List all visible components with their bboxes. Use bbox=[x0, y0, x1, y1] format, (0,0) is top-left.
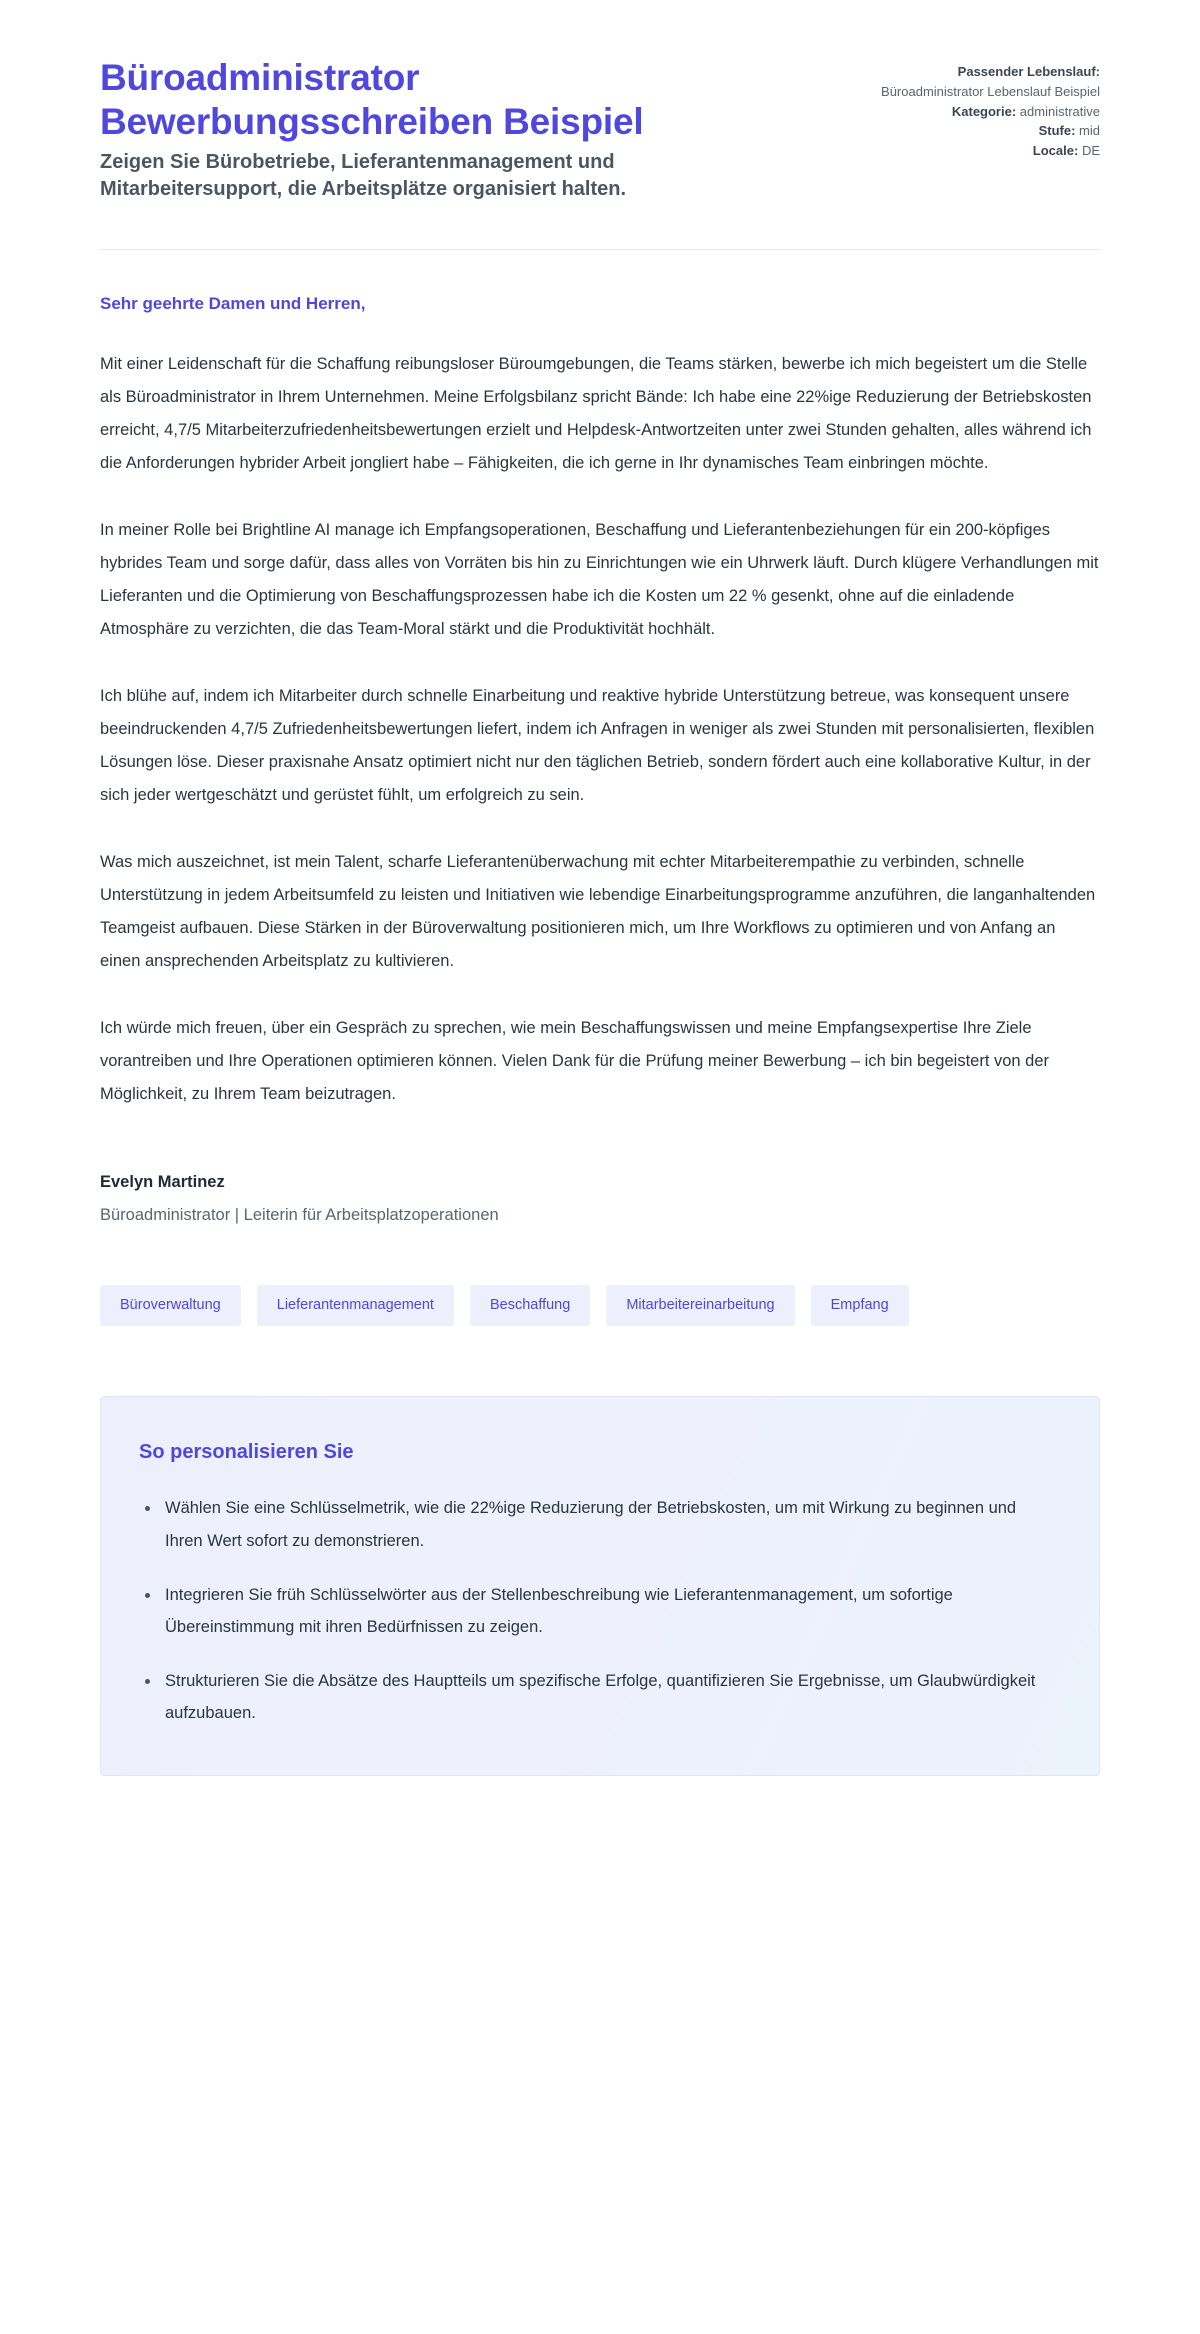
meta-locale-label: Locale: bbox=[1032, 143, 1079, 158]
signature-role: Büroadministrator | Leiterin für Arbeitsplatzoperationen bbox=[100, 1205, 499, 1224]
meta-locale-value: DE bbox=[1081, 143, 1100, 158]
meta-level-value: mid bbox=[1079, 123, 1100, 139]
tag-chip[interactable]: Lieferantenmanagement bbox=[257, 1285, 454, 1327]
page-title: Büroadministrator Bewerbungsschreiben Beispiel bbox=[100, 57, 644, 142]
meta-locale bbox=[870, 141, 1100, 161]
meta-matching-resume-value-row bbox=[870, 82, 1100, 102]
tips-list-item: Strukturieren Sie die Absätze des Hauptteils um spezifische Erfolge, quantifizieren Sie Ergebnisse, um Glaubwürdigkeit aufzubauen. bbox=[139, 1665, 1049, 1729]
letter-paragraph: Ich blühe auf, indem ich Mitarbeiter durch schnelle Einarbeitung und reaktive hybride Unterstützung betreue, was konsequent unsere beeindruckenden 4,7/5 Zufriedenheitsbewertungen liefert, indem ich Anfragen in weniger als zwei Stunden mit personalisierten, flexiblen Lösungen löse. Dieser praxisnahe Ansatz optimiert nicht nur den täglichen Betrieb, sondern fördert auch eine kollaborative Kultur, in der sich jeder wertgeschätzt und gerüstet fühlt, um erfolgreich zu sein. bbox=[100, 686, 1095, 804]
meta-matching-resume bbox=[870, 62, 1100, 82]
meta-level-label: Stufe: bbox=[1038, 123, 1076, 139]
meta-matching-resume-label: Passender Lebenslauf: bbox=[957, 64, 1100, 79]
meta-level bbox=[870, 121, 1100, 141]
personalization-tips-panel bbox=[100, 1396, 1100, 1776]
tag-list bbox=[100, 1285, 1100, 1327]
tag-chip[interactable]: Büroverwaltung bbox=[100, 1285, 241, 1327]
letter-paragraph: In meiner Rolle bei Brightline AI manage ich Empfangsoperationen, Beschaffung und Lieferantenbeziehungen für ein 200-köpfiges hybrides Team und sorge dafür, dass alles von Vorräten bis hin zu Einrichtungen wie ein Uhrwerk läuft. Durch klügere Verhandlungen mit Lieferanten und die Optimierung von Beschaffungsprozessen habe ich die Kosten um 22 % gesenkt, ohne auf die einladende Atmosphäre zu verzichten, die das Team-Moral stärkt und die Produktivität hochhält. bbox=[100, 520, 1099, 638]
tips-panel-title: So personalisieren Sie bbox=[139, 1441, 354, 1464]
tag-chip[interactable]: Mitarbeitereinarbeitung bbox=[606, 1285, 794, 1327]
header-metadata bbox=[870, 56, 1100, 161]
meta-category bbox=[870, 102, 1100, 122]
letter-paragraph: Mit einer Leidenschaft für die Schaffung reibungsloser Büroumgebungen, die Teams stärken, bewerbe ich mich begeistert um die Stelle als Büroadministrator in Ihrem Unternehmen. Meine Erfolgsbilanz spricht Bände: Ich habe eine 22%ige Reduzierung der Betriebskosten erreicht, 4,7/5 Mitarbeiterzufriedenheitsbewertungen erzielt und Helpdesk-Antwortzeiten unter zwei Stunden gehalten, alles während ich die Anforderungen hybrider Arbeit jongliert habe – Fähigkeiten, die ich gerne in Ihr dynamisches Team einbringen möchte. bbox=[100, 354, 1092, 472]
meta-category-value: administrative bbox=[1019, 103, 1100, 119]
header-title-block bbox=[100, 56, 800, 203]
content-container bbox=[100, 0, 1100, 1776]
salutation: Sehr geehrte Damen und Herren, bbox=[100, 293, 366, 313]
tag-chip[interactable]: Beschaffung bbox=[470, 1285, 590, 1327]
meta-category-label: Kategorie: bbox=[951, 103, 1017, 119]
page-subtitle: Zeigen Sie Bürobetriebe, Lieferantenmanagement und Mitarbeitersupport, die Arbeitsplätze organisiert halten. bbox=[100, 151, 627, 201]
cover-letter-body bbox=[100, 250, 1100, 1225]
letter-paragraph: Was mich auszeichnet, ist mein Talent, scharfe Lieferantenüberwachung mit echter Mitarbeiterempathie zu verbinden, schnelle Unterstützung in jedem Arbeitsumfeld zu leisten und Initiativen wie lebendige Einarbeitungsprogramme anzuführen, die langanhaltenden Teamgeist aufbauen. Diese Stärken in der Büroverwaltung positionieren mich, um Ihre Workflows zu optimieren und von Anfang an einen ansprechenden Arbeitsplatz zu kultivieren. bbox=[100, 852, 1096, 970]
signature-block bbox=[100, 1173, 1100, 1225]
letter-paragraph: Ich würde mich freuen, über ein Gespräch zu sprechen, wie mein Beschaffungswissen und meine Empfangsexpertise Ihre Ziele vorantreiben und Ihre Operationen optimieren können. Vielen Dank für die Prüfung meiner Bewerbung – ich bin begeistert von der Möglichkeit, zu Ihrem Team beizutragen. bbox=[100, 1018, 1050, 1103]
tips-list bbox=[139, 1492, 1049, 1729]
meta-matching-resume-value: Büroadministrator Lebenslauf Beispiel bbox=[881, 83, 1100, 99]
signature-name: Evelyn Martinez bbox=[100, 1172, 225, 1191]
tag-chip[interactable]: Empfang bbox=[811, 1285, 909, 1327]
tips-list-item: Wählen Sie eine Schlüsselmetrik, wie die 22%ige Reduzierung der Betriebskosten, um mit Wirkung zu beginnen und Ihren Wert sofort zu demonstrieren. bbox=[139, 1492, 1049, 1556]
document-header bbox=[100, 56, 1100, 203]
tips-list-item: Integrieren Sie früh Schlüsselwörter aus der Stellenbeschreibung wie Lieferantenmanagement, um sofortige Übereinstimmung mit ihren Bedürfnissen zu zeigen. bbox=[139, 1579, 1049, 1643]
